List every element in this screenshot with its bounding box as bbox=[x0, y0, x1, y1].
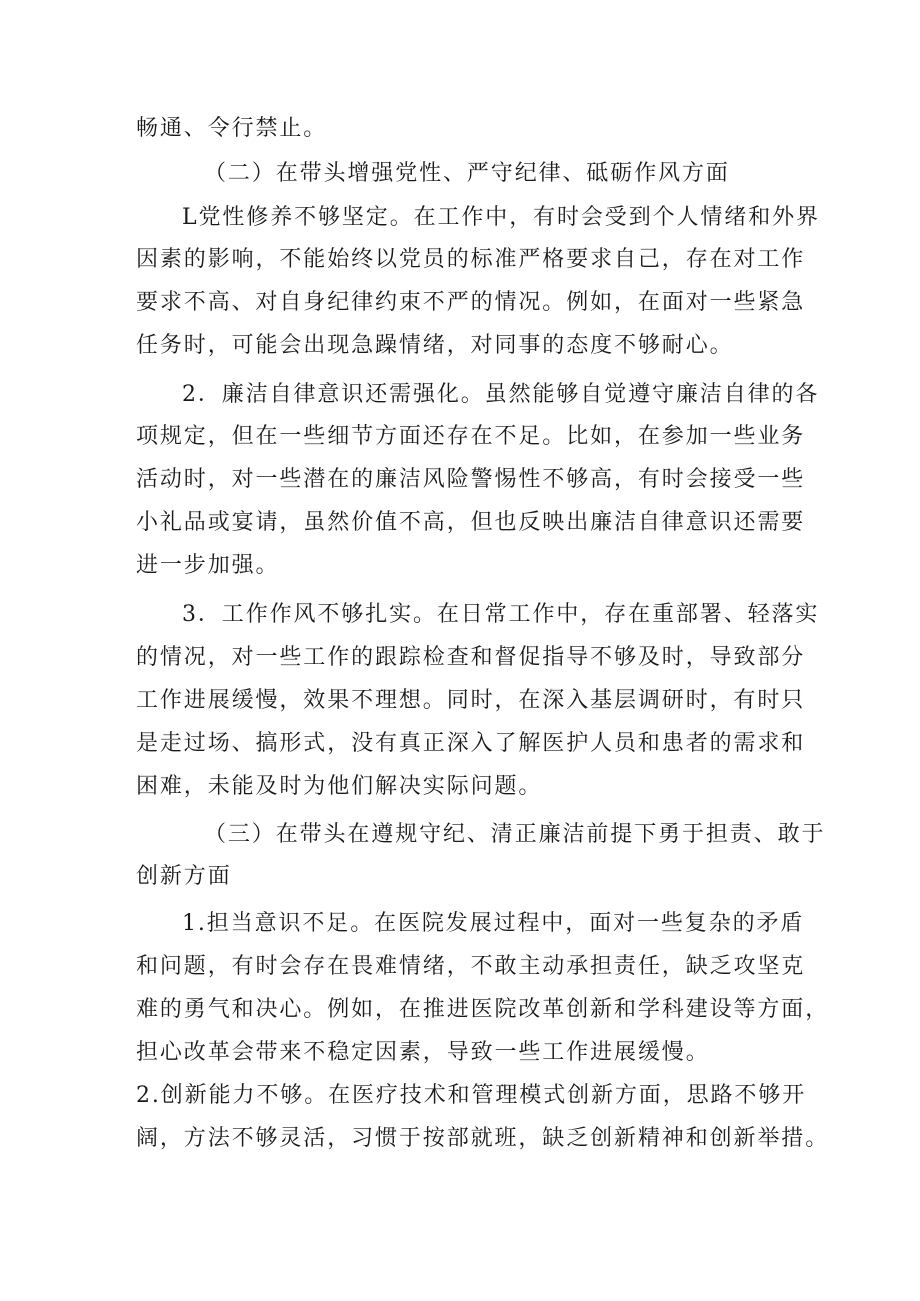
text-line: L党性修养不够坚定。在工作中，有时会受到个人情绪和外界 bbox=[182, 205, 820, 230]
text-line: 因素的影响，不能始终以党员的标准严格要求自己，存在对工作 bbox=[136, 247, 806, 272]
text-line: 活动时，对一些潜在的廉洁风险警惕性不够高，有时会接受一些 bbox=[136, 467, 806, 492]
text-line: 难的勇气和决心。例如，在推进医院改革创新和学科建设等方面， bbox=[136, 997, 830, 1022]
text-line: 要求不高、对自身纪律约束不严的情况。例如，在面对一些紧急 bbox=[136, 290, 806, 315]
text-line: 和问题，有时会存在畏难情绪，不敢主动承担责任，缺乏攻坚克 bbox=[136, 954, 806, 979]
text-line: 小礼品或宴请，虽然价值不高，但也反映出廉洁自律意识还需要 bbox=[136, 510, 806, 535]
section-heading: （三）在带头在遵规守纪、清正廉洁前提下勇于担责、敢于 bbox=[204, 822, 826, 847]
text-line: 的情况，对一些工作的跟踪检查和督促指导不够及时，导致部分 bbox=[136, 645, 806, 670]
text-line: 是走过场、搞形式，没有真正深入了解医护人员和患者的需求和 bbox=[136, 731, 806, 756]
text-line: 3．工作作风不够扎实。在日常工作中，存在重部署、轻落实 bbox=[182, 602, 820, 627]
text-line: 1.担当意识不足。在医院发展过程中，面对一些复杂的矛盾 bbox=[182, 911, 805, 936]
text-line: 项规定，但在一些细节方面还存在不足。比如，在参加一些业务 bbox=[136, 424, 806, 449]
text-line: 担心改革会带来不稳定因素，导致一些工作进展缓慢。 bbox=[136, 1040, 710, 1065]
text-line: 2．廉洁自律意识还需强化。虽然能够自觉遵守廉洁自律的各 bbox=[182, 382, 820, 407]
section-heading: （二）在带头增强党性、严守纪律、砥砺作风方面 bbox=[204, 161, 730, 186]
text-line: 畅通、令行禁止。 bbox=[136, 116, 328, 141]
text-line: 进一步加强。 bbox=[136, 553, 280, 578]
text-line: 2.创新能力不够。在医疗技术和管理模式创新方面，思路不够开 bbox=[136, 1083, 807, 1108]
text-line: 工作进展缓慢，效果不理想。同时，在深入基层调研时，有时只 bbox=[136, 688, 806, 713]
text-line: 任务时，可能会出现急躁情绪，对同事的态度不够耐心。 bbox=[136, 333, 734, 358]
text-line: 阔，方法不够灵活，习惯于按部就班，缺乏创新精神和创新举措。 bbox=[136, 1126, 830, 1151]
section-heading: 创新方面 bbox=[136, 864, 232, 889]
text-line: 困难，未能及时为他们解决实际问题。 bbox=[136, 774, 543, 799]
